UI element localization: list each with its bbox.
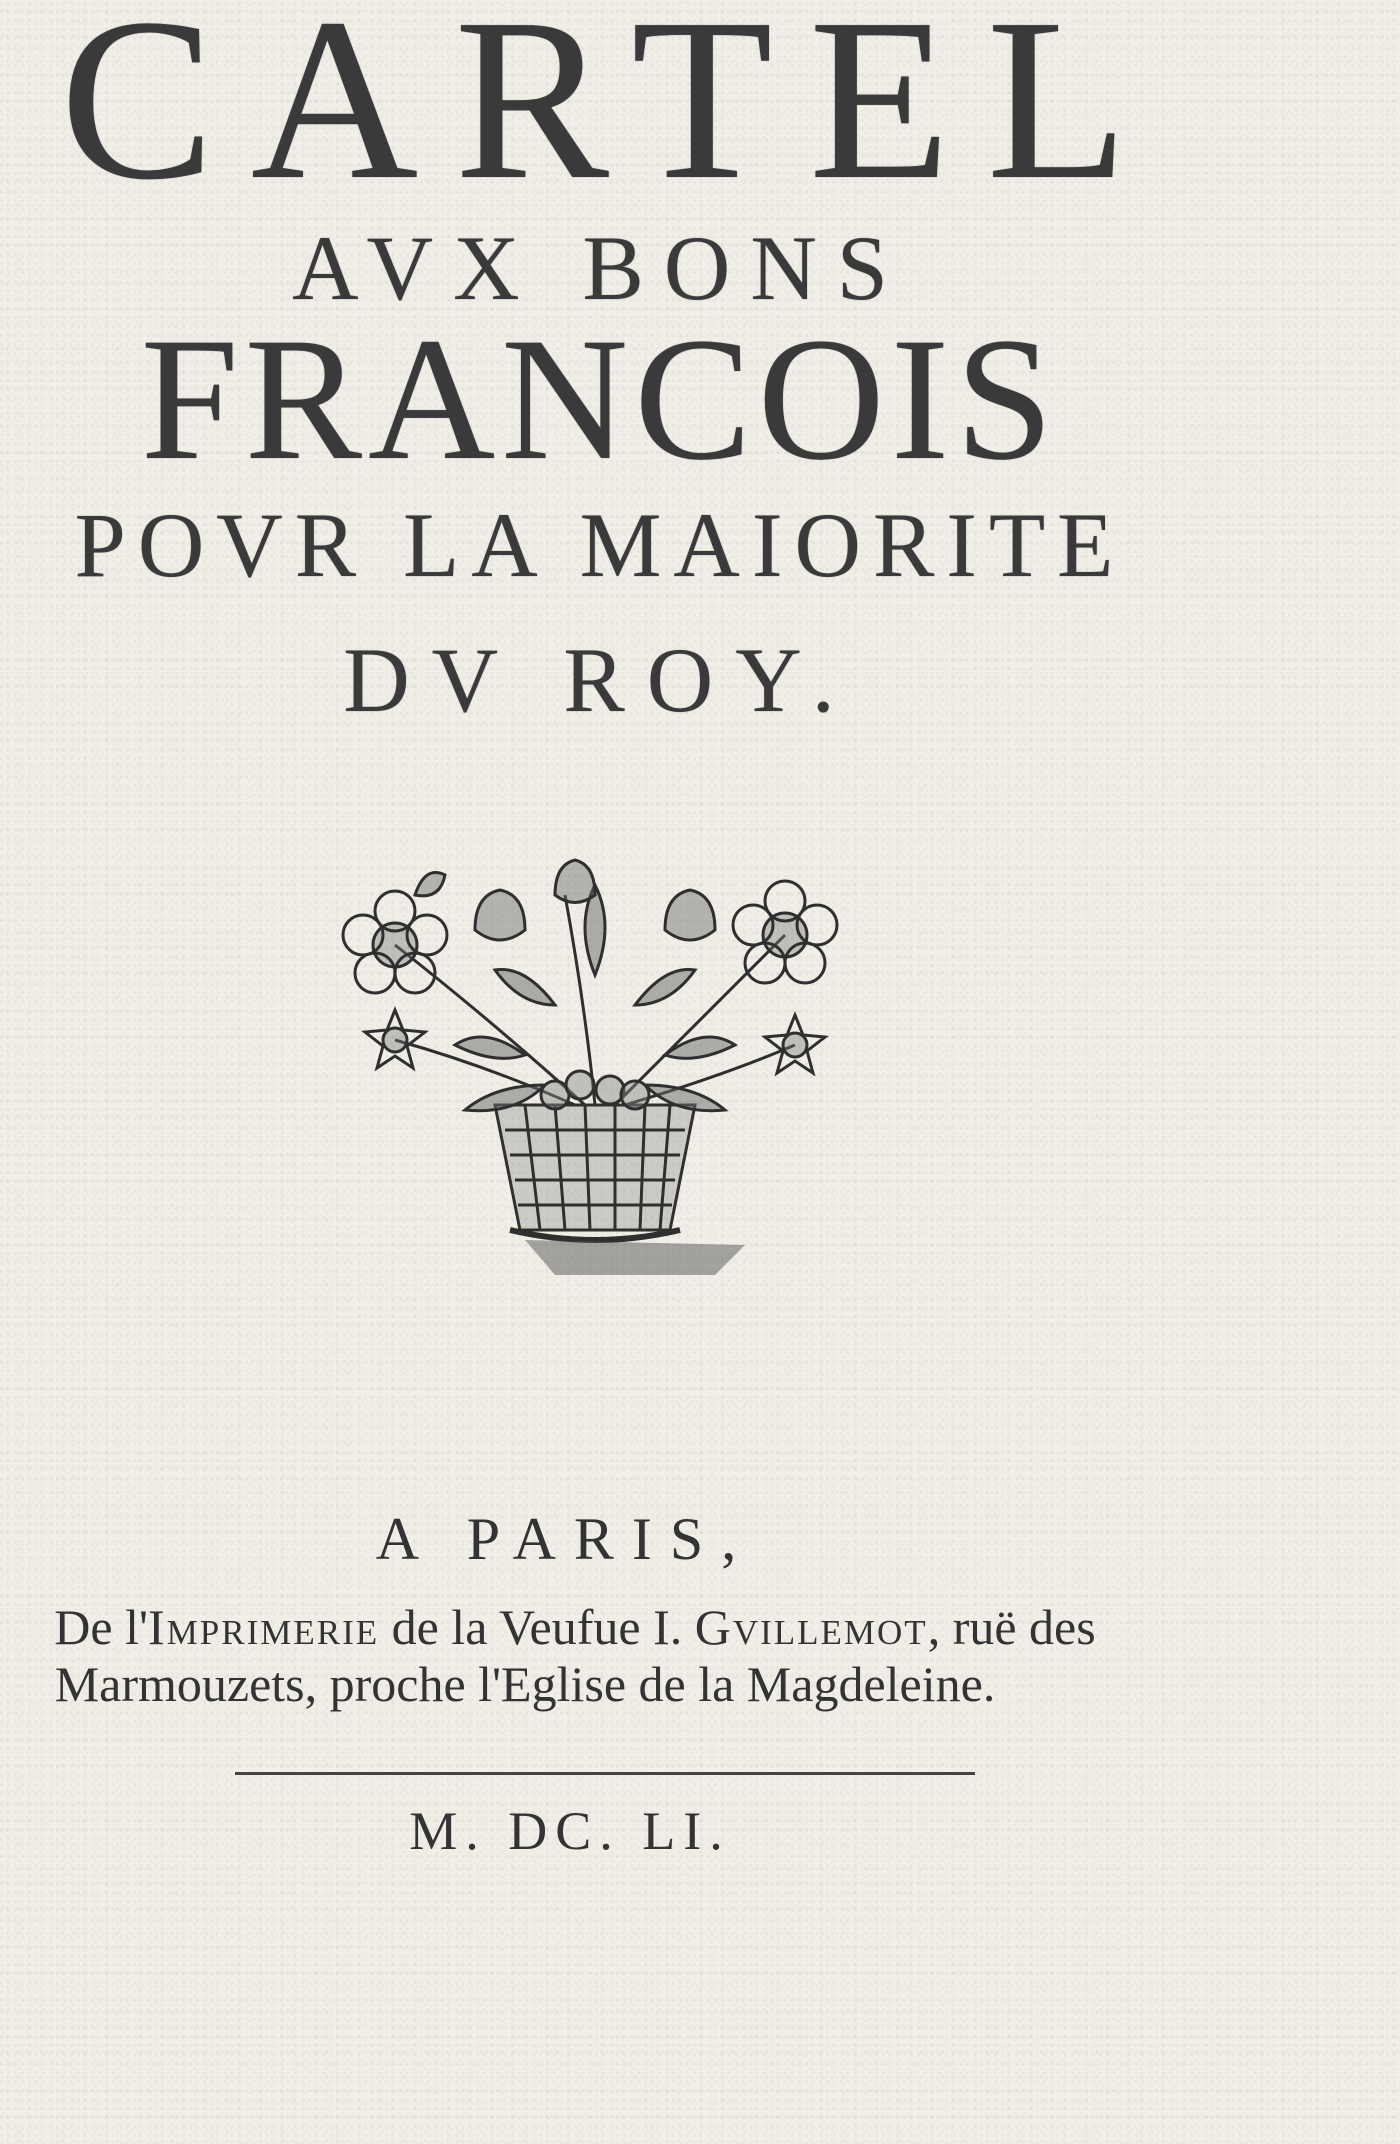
imprint-city: A PARIS, [375, 1506, 755, 1572]
publication-year: M. DC. LI. [409, 1801, 731, 1861]
horizontal-rule [235, 1772, 975, 1775]
flower-basket-ornament-icon [325, 855, 865, 1275]
printer-surname: Gvillemot [694, 1599, 928, 1655]
title-line-pour-la-maiorite: POVR LA MAIORITE [74, 494, 1126, 596]
printer-prefix: De l' [54, 1599, 148, 1655]
title-line-aux-bons: AVX BONS [292, 217, 908, 319]
printer-name: Imprimerie [147, 1599, 380, 1655]
title-line-francois: FRANCOIS [140, 302, 1060, 497]
printer-middle: de la Veufue I. [379, 1599, 695, 1655]
title-line-cartel: CARTEL [60, 0, 1165, 228]
imprint-printer-line [0, 1598, 1150, 1656]
imprint-address: Marmouzets, proche l'Eglise de la Magdeleine. [54, 1656, 996, 1712]
printer-suffix: , ruë des [927, 1599, 1096, 1655]
title-line-du-roy: DV ROY. [343, 629, 857, 731]
